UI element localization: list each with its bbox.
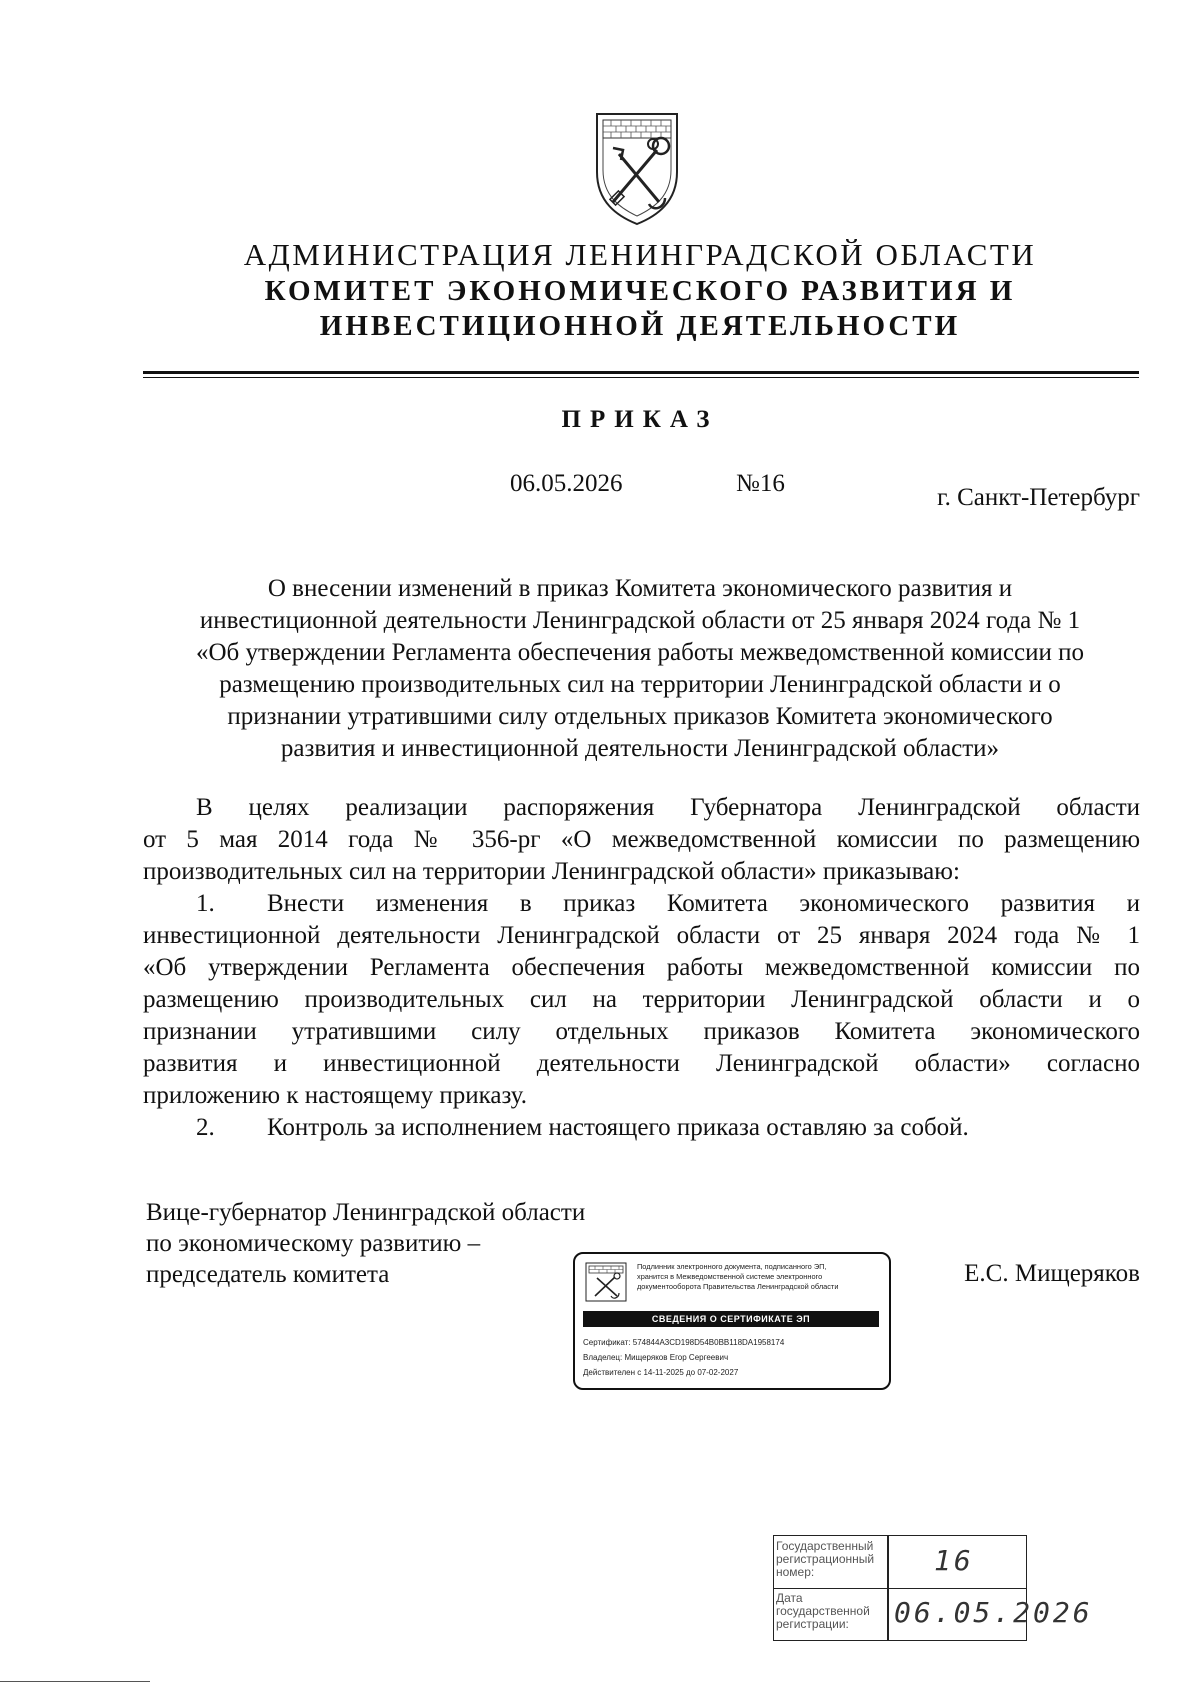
registration-cell-divider [887,1588,889,1640]
subject-line: инвестиционной деятельности Ленинградской области от 25 января 2024 года № 1 [199,607,1081,634]
item-1-line: приложению к настоящему приказу. [143,1082,528,1109]
subject-line: признании утратившими силу отдельных приказов Комитета экономического [227,703,1053,730]
committee-title-line2: ИНВЕСТИЦИОННОЙ ДЕЯТЕЛЬНОСТИ [319,310,961,342]
order-body [143,792,1140,1144]
item-2-text: Контроль за исполнением настоящего приказа оставляю за собой. [267,1114,969,1141]
stamp-certificate-owner: Владелец: Мищеряков Егор Сергеевич [583,1353,729,1362]
signatory-position-line: по экономическому развитию – [146,1230,481,1257]
stamp-notice-line: хранится в Межведомственной системе электронного [637,1272,823,1281]
item-1-line: Внести изменения в приказ Комитета экономического развития и [267,890,1140,917]
subject-line: размещению производительных сил на территории Ленинградской области и о [219,671,1061,698]
signatory-position [146,1197,585,1290]
leningrad-oblast-coat-of-arms-icon [591,110,683,226]
registration-box [773,1535,1093,1641]
item-1-number: 1. [196,890,215,917]
registration-number-row [774,1536,1026,1589]
subject-line: развития и инвестиционной деятельности Ленинградской области» [280,735,1000,762]
order-city: г. Санкт-Петербург [937,484,1140,511]
committee-title-line1: КОМИТЕТ ЭКОНОМИЧЕСКОГО РАЗВИТИЯ И [264,275,1016,307]
preamble-line: от 5 мая 2014 года № 356-рг «О межведомственной комиссии по размещению [143,826,1140,853]
registration-date-row [774,1588,1093,1640]
registration-cell-divider [887,1536,889,1588]
item-1-line: размещению производительных сил на территории Ленинградской области и о [143,986,1140,1013]
stamp-certificate-header: СВЕДЕНИЯ О СЕРТИФИКАТЕ ЭП [583,1311,879,1327]
item-1-line: развития и инвестиционной деятельности Ленинградской области» согласно [143,1050,1140,1077]
signatory-position-line: председатель комитета [146,1261,390,1288]
item-2 [143,1112,1140,1144]
registration-date-value: 06.05.2026 [894,1596,1093,1629]
scan-edge-line [0,1681,150,1682]
order-date: 06.05.2026 [510,470,623,497]
item-1-first-line [143,888,1140,920]
stamp-notice-line: документооборота Правительства Ленинградской области [637,1282,839,1291]
stamp-notice-line: Подлинник электронного документа, подписанного ЭП, [637,1262,827,1271]
item-1-line: признании утратившими силу отдельных приказов Комитета экономического [143,1018,1140,1045]
administration-title: АДМИНИСТРАЦИЯ ЛЕНИНГРАДСКОЙ ОБЛАСТИ [243,237,1037,272]
registration-number-label: Государственный регистрационный номер: [776,1539,875,1579]
coat-of-arms-small-icon [585,1262,627,1302]
order-subject [140,573,1140,765]
preamble-line: производительных сил на территории Ленинградской области» приказываю: [143,858,960,885]
registration-date-label: Дата государственной регистрации: [776,1591,870,1631]
header-divider-thin [143,377,1139,378]
signatory-name: Е.С. Мищеряков [964,1260,1140,1287]
item-2-number: 2. [196,1114,215,1141]
order-number: №16 [736,470,785,497]
header-divider-thick [143,371,1139,374]
item-1-line: «Об утверждении Регламента обеспечения работы межведомственной комиссии по [143,954,1140,981]
item-1-line: инвестиционной деятельности Ленинградской области от 25 января 2024 года № 1 [143,922,1140,949]
order-title: ПРИКАЗ [561,406,719,433]
registration-number-value: 16 [934,1544,974,1577]
stamp-certificate-serial: Сертификат: 574844A3CD198D54B0BB118DA1958174 [583,1338,785,1347]
preamble-line: В целях реализации распоряжения Губернатора Ленинградской области [196,794,1140,821]
subject-line: О внесении изменений в приказ Комитета экономического развития и [267,575,1013,602]
stamp-notice [637,1262,882,1292]
signatory-position-line: Вице-губернатор Ленинградской области [146,1199,586,1226]
stamp-certificate-validity: Действителен с 14-11-2025 до 07-02-2027 [583,1368,739,1377]
subject-line: «Об утверждении Регламента обеспечения работы межведомственной комиссии по [196,639,1084,666]
e-signature-stamp [573,1252,891,1390]
